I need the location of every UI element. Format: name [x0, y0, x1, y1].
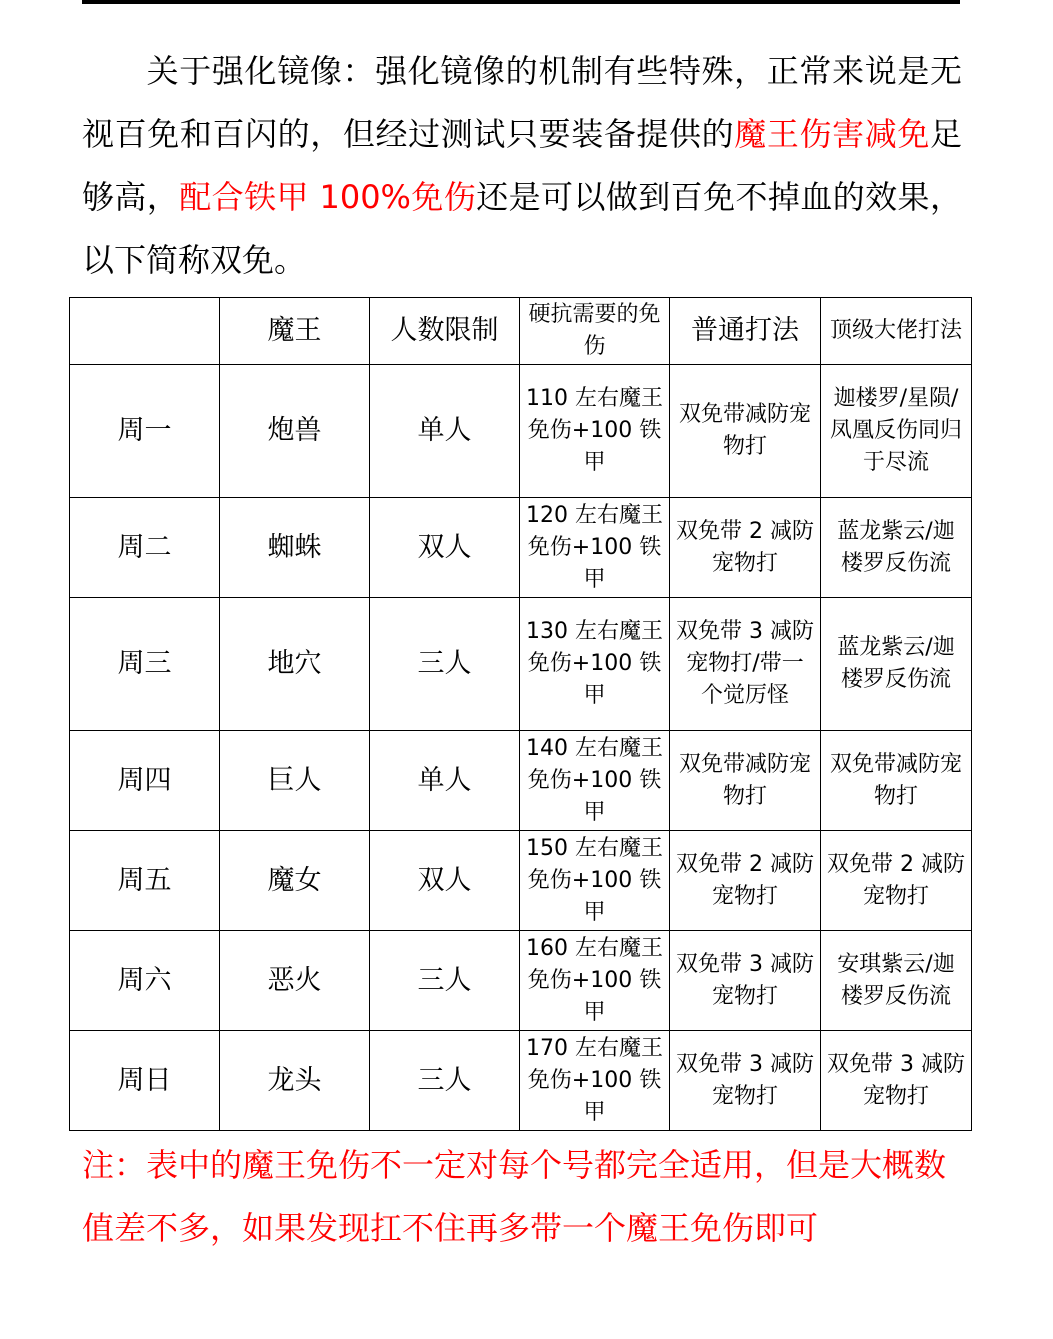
top-rule	[82, 0, 960, 4]
day-cell: 周四	[70, 731, 220, 831]
top-strategy-cell: 蓝龙紫云/迦楼罗反伤流	[821, 598, 972, 731]
header-top-strategy: 顶级大佬打法	[821, 298, 972, 365]
top-strategy-cell: 双免带 3 减防宠物打	[821, 1031, 972, 1131]
normal-strategy-cell: 双免带减防宠物打	[670, 365, 821, 498]
top-strategy-cell: 迦楼罗/星陨/凤凰反伤同归于尽流	[821, 365, 972, 498]
header-day	[70, 298, 220, 365]
players-cell: 三人	[370, 1031, 520, 1131]
players-cell: 三人	[370, 931, 520, 1031]
boss-cell: 炮兽	[220, 365, 370, 498]
intro-text-1: 关于强化镜像：强化镜像的机制有些特殊，正常来说是无视百免和百闪的，但经过测试只要装备提供的	[82, 52, 962, 153]
boss-schedule-table	[69, 297, 972, 1131]
boss-cell: 地穴	[220, 598, 370, 731]
table-row	[70, 931, 972, 1031]
boss-cell: 巨人	[220, 731, 370, 831]
required-cell: 140 左右魔王免伤+100 铁甲	[520, 731, 670, 831]
required-cell: 130 左右魔王免伤+100 铁甲	[520, 598, 670, 731]
day-cell: 周三	[70, 598, 220, 731]
normal-strategy-cell: 双免带 2 减防宠物打	[670, 831, 821, 931]
day-cell: 周五	[70, 831, 220, 931]
top-strategy-cell: 安琪紫云/迦楼罗反伤流	[821, 931, 972, 1031]
intro-highlight-boss-damage-reduction: 魔王伤害减免	[734, 115, 930, 153]
day-cell: 周六	[70, 931, 220, 1031]
intro-text-3: 还是可以做到百免不掉血的效果，以下简称双免。	[82, 178, 962, 279]
normal-strategy-cell: 双免带 3 减防宠物打	[670, 1031, 821, 1131]
players-cell: 三人	[370, 598, 520, 731]
boss-cell: 恶火	[220, 931, 370, 1031]
required-cell: 170 左右魔王免伤+100 铁甲	[520, 1031, 670, 1131]
table-row	[70, 598, 972, 731]
normal-strategy-cell: 双免带 3 减防宠物打	[670, 931, 821, 1031]
boss-cell: 龙头	[220, 1031, 370, 1131]
table-header-row	[70, 298, 972, 365]
day-cell: 周二	[70, 498, 220, 598]
boss-cell: 魔女	[220, 831, 370, 931]
table-row	[70, 831, 972, 931]
normal-strategy-cell: 双免带 3 减防宠物打/带一个觉厉怪	[670, 598, 821, 731]
normal-strategy-cell: 双免带减防宠物打	[670, 731, 821, 831]
table-row	[70, 731, 972, 831]
players-cell: 双人	[370, 498, 520, 598]
header-player-limit: 人数限制	[370, 298, 520, 365]
intro-text-2: 足够高，	[82, 115, 962, 216]
top-strategy-cell: 双免带 2 减防宠物打	[821, 831, 972, 931]
footnote: 注：表中的魔王免伤不一定对每个号都完全适用，但是大概数值差不多，如果发现扛不住再多带一个魔王免伤即可	[82, 1146, 947, 1247]
intro-highlight-iron-armor: 配合铁甲 100%免伤	[179, 178, 477, 216]
header-normal-strategy: 普通打法	[670, 298, 821, 365]
required-cell: 150 左右魔王免伤+100 铁甲	[520, 831, 670, 931]
players-cell: 单人	[370, 365, 520, 498]
table-row	[70, 365, 972, 498]
header-required-reduction: 硬抗需要的免伤	[520, 298, 670, 365]
top-strategy-cell: 双免带减防宠物打	[821, 731, 972, 831]
day-cell: 周日	[70, 1031, 220, 1131]
table-row	[70, 498, 972, 598]
intro-paragraph	[82, 40, 962, 292]
normal-strategy-cell: 双免带 2 减防宠物打	[670, 498, 821, 598]
table-row	[70, 1031, 972, 1131]
required-cell: 120 左右魔王免伤+100 铁甲	[520, 498, 670, 598]
players-cell: 双人	[370, 831, 520, 931]
required-cell: 110 左右魔王免伤+100 铁甲	[520, 365, 670, 498]
boss-cell: 蜘蛛	[220, 498, 370, 598]
top-strategy-cell: 蓝龙紫云/迦楼罗反伤流	[821, 498, 972, 598]
players-cell: 单人	[370, 731, 520, 831]
day-cell: 周一	[70, 365, 220, 498]
required-cell: 160 左右魔王免伤+100 铁甲	[520, 931, 670, 1031]
header-boss: 魔王	[220, 298, 370, 365]
